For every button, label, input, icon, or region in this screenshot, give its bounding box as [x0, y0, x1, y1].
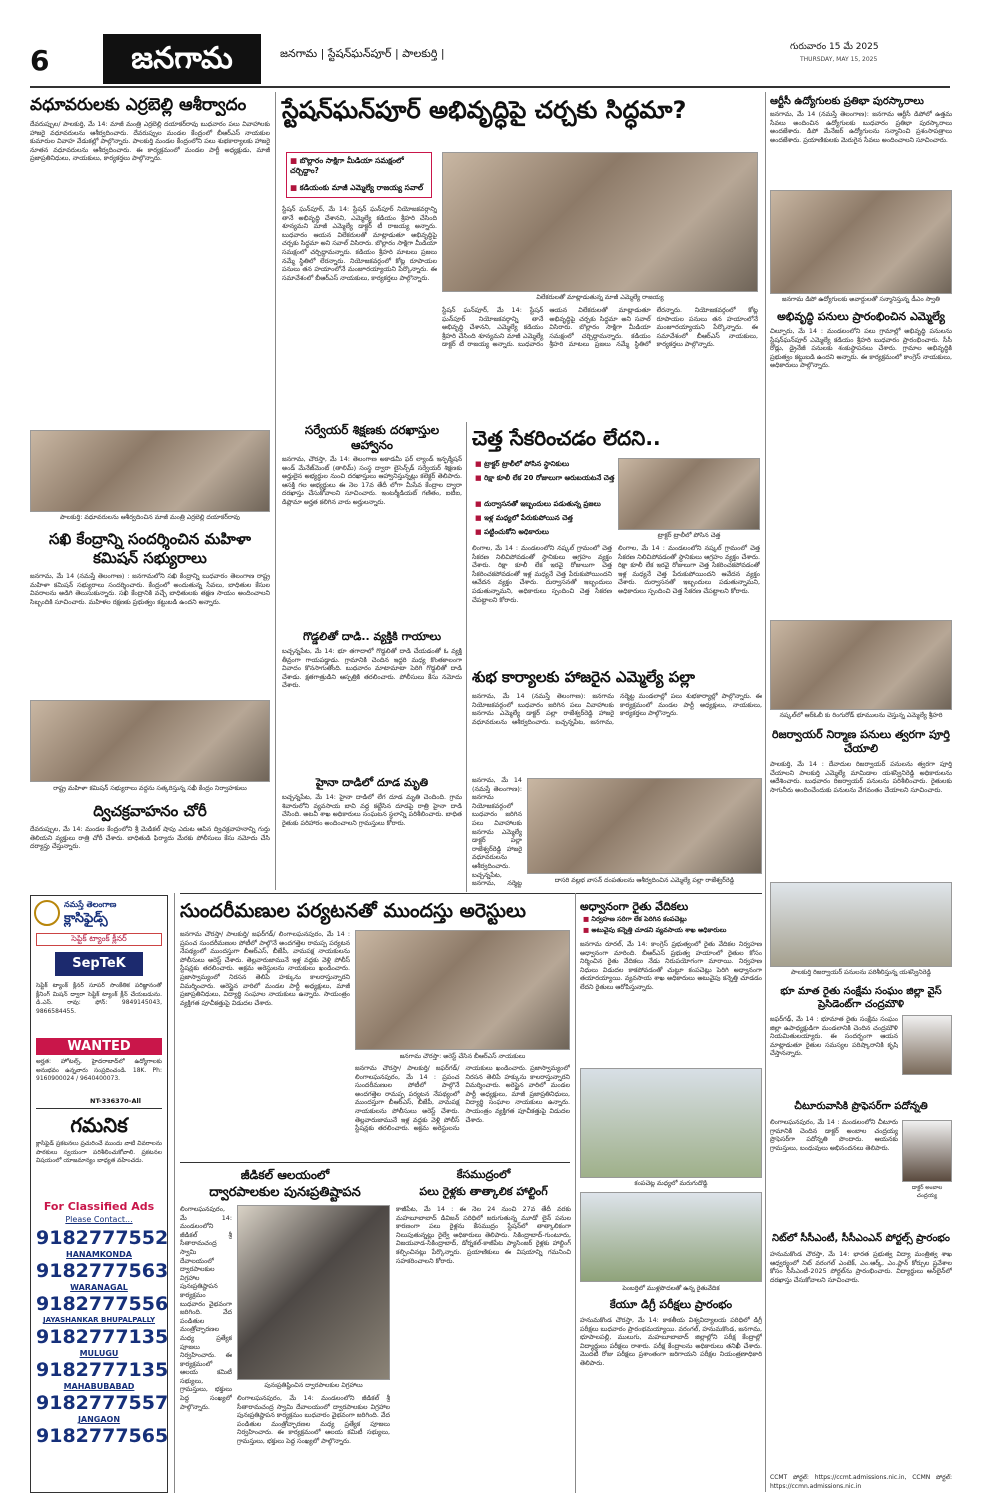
date-english: THURSDAY, MAY 15, 2025: [800, 56, 878, 63]
works-photo: [770, 620, 952, 710]
works-body: చిల్పూరు, మే 14 : మండలంలోని పలు గ్రామాల్లో అభివృద్ధి పనులను స్టేషన్‌ఘన్‌పూర్ ఎమ్మెల్యే కడియం శ్రీహరి బుధవారం ప్రారంభించారు. సీసీ రోడ్లు, డ్రైనేజీ పనులకు శంకుస్థాపనలు చేశారు. గ్రామాల అభివృద్ధికి ప్రభుత్వం కట్టుబడి ఉందని అన్నారు. ఈ కార్యక్రమంలో కాంగ్రెస్ నాయకులు, అధికారులు పాల్గొన్నారు.: [770, 327, 952, 370]
arrest-title: సుందరీమణుల పర్యటనతో ముందస్తు అరెస్టులు: [180, 900, 526, 922]
edition-title: జనగామ: [103, 34, 261, 84]
arrest-body-1: జనగామ చౌరస్తా/ పాలకుర్తి/ జఫర్‌గడ్/ లింగాలఘనపురం, మే 14 : ప్రపంచ సుందరీమణుల పోటీలో పాల్గొనే అందగత్తెల రామప్ప పర్యటన నేపథ్యంలో ముందస్తుగా బీఆర్‌ఎస్, బీజేపీ, వామపక్ష నాయకులను పోలీసులు అరెస్ట్ చేశారు. తెల్లవారుజామునే ఇళ్ల వద్దకు వెళ్లి పోలీస్ స్టేషన్లకు తరలించారు. అక్రమ అరెస్టులను నాయకులు ఖండించారు. ప్రజాస్వామ్యంలో నిరసన తెలిపే హక్కును కాలరాస్తున్నారని విమర్శించారు. అరెస్టైన వారిలో మండల పార్టీ అధ్యక్షులు, మాజీ ప్రజాప్రతినిధులు, విద్యార్థి సంఘాల నాయకులు ఉన్నారు. సాయంత్రం వ్యక్తిగత పూచీకత్తుపై విడుదల చేశారు.: [180, 930, 350, 1007]
garbage-body-2: లింగాల, మే 14 : మండలంలోని నష్కల్ గ్రామంలో చెత్త సేకరణ నిలిచిపోవడంతో స్థానికులు ఆగ్రహం వ్యక్తం చేశారు. రిక్షా కూలీ లేక ఇరవై రోజులుగా చెత్త సేకరించకపోవడంతో ఇళ్ల మధ్యనే చెత్త పేరుకుపోయిందని ఆవేదన వ్యక్తం చేశారు. దుర్వాసనతో ఇబ్బందులు పడుతున్నామని, అధికారులు స్పందించి చెత్త సేకరణ చేపట్టాలని కోరారు.: [618, 544, 760, 595]
temple-title: ద్వారపాలకుల పునఃప్రతిష్టాపన: [209, 1185, 361, 1200]
notice-text: క్లాసిఫైడ్ ప్రకటనలు ప్రచురించే ముందు వాటి వివరాలను పాఠకులు స్వయంగా పరిశీలించుకోవాలి. ప్రకటనల విషయంలో యాజమాన్యం బాధ్యత వహించదు.: [36, 1140, 162, 1165]
arrest-body-2: జనగామ చౌరస్తా/ పాలకుర్తి/ జఫర్‌గడ్/ లింగాలఘనపురం, మే 14 : ప్రపంచ సుందరీమణుల పోటీలో పాల్గొనే అందగత్తెల రామప్ప పర్యటన నేపథ్యంలో ముందస్తుగా బీఆర్‌ఎస్, బీజేపీ, వామపక్ష నాయకులను పోలీసులు అరెస్ట్ చేశారు. తెల్లవారుజామునే ఇళ్ల వద్దకు వెళ్లి పోలీస్ స్టేషన్లకు తరలించారు. అక్రమ అరెస్టులను నాయకులు ఖండించారు. ప్రజాస్వామ్యంలో నిరసన తెలిపే హక్కును కాలరాస్తున్నారని విమర్శించారు. అరెస్టైన వారిలో మండల పార్టీ అధ్యక్షులు, మాజీ ప్రజాప్రతినిధులు, విద్యార్థి సంఘాల నాయకులు ఉన్నారు. సాయంత్రం వ్యక్తిగత పూచీకత్తుపై విడుదల చేశారు.: [355, 1064, 570, 1133]
art3-body: దేవరుప్పుల, మే 14: మండల కేంద్రంలోని శ్రీ మెడికల్ షాపు ఎదుట ఆపిన ద్విచక్రవాహనాన్ని గుర్తు తెలియని వ్యక్తులు రాత్రి చోరీ చేశారు. బాధితుడి ఫిర్యాదు మేరకు పోలీసులు కేసు నమోదు చేసి దర్యాప్తు చేస్తున్నారు.: [30, 825, 270, 851]
rtc-caption: జనగామ డిపో ఉద్యోగులకు అవార్డులతో సన్మానిస్తున్న డీఎం స్వాతి: [782, 296, 940, 303]
garbage-point-2: ■ రిక్షా కూలీ లేక 20 రోజులుగా ఆరుబయటనే చెత్త: [475, 474, 650, 484]
ku-body: హనుమకొండ చౌరస్తా, మే 14: కాకతీయ విశ్వవిద్యాలయ పరిధిలో డిగ్రీ పరీక్షలు బుధవారం ప్రారంభమయ్యాయి. వరంగల్, హనుమకొండ, జనగామ, భూపాలపల్లి, ములుగు, మహబూబాబాద్ జిల్లాల్లోని పరీక్ష కేంద్రాల్లో విద్యార్థులు పరీక్షలు రాశారు. పరీక్ష కేంద్రాలను అధికారులు తనిఖీ చేశారు. మొదటి రోజు పరీక్షలు ప్రశాంతంగా జరిగాయని పరీక్షల నియంత్రణాధికారి తెలిపారు.: [580, 1316, 762, 1367]
temple-body-1: లింగాలఘనపురం, మే 14: మండలంలోని జీడికల్ శ్రీ సీతారామచంద్ర స్వామి దేవాలయంలో ద్వారపాలకుల విగ్రహాల పునఃప్రతిష్టాపన కార్యక్రమం బుధవారం వైభవంగా జరిగింది. వేద పండితుల మంత్రోచ్ఛారణల మధ్య ప్రత్యేక పూజలు నిర్వహించారు. ఈ కార్యక్రమంలో ఆలయ కమిటీ సభ్యులు, గ్రామస్తులు, భక్తులు పెద్ద సంఖ్యలో పాల్గొన్నారు.: [180, 1205, 232, 1411]
col-rule-2: [765, 92, 766, 1492]
service-heading: సెప్టిక్ ట్యాంక్ క్లీనర్: [36, 933, 162, 946]
art2-title: సఖి కేంద్రాన్ని సందర్శించిన మహిళా కమిషన్ సభ్యురాలు: [49, 530, 251, 567]
train-body: కాజీపేట, మే 14 : ఈ నెల 24 నుంచి 27వ తేదీ వరకు మహబూబాబాద్ డివిజన్ పరిధిలో జరుగుతున్న మూడో లైన్ పనుల కారణంగా పలు రైళ్లను కేసముద్రం స్టేషన్‌లో తాత్కాలికంగా నిలుపుతున్నట్లు రైల్వే అధికారులు తెలిపారు. సికింద్రాబాద్-గుంటూరు, విజయవాడ-సికింద్రాబాద్, డోర్నకల్-కాజీపేట ప్యాసింజర్ రైళ్లకు హాల్టింగ్ కల్పించినట్లు పేర్కొన్నారు. ప్రయాణికులు ఈ విషయాన్ని గమనించి సహకరించాలని కోరారు.: [396, 1205, 571, 1265]
temple-caption: పునఃప్రతిష్టించిన ద్వారపాలకుల విగ్రహాలు: [264, 1382, 363, 1389]
palla-title: శుభ కార్యాలకు హాజరైన ఎమ్మెల్యే పల్లా: [472, 668, 695, 686]
farmers-caption-1: కంపచెట్ల మధ్యలో మరుగుదొడ్డి: [634, 1180, 708, 1187]
lead-point-1: ■ బొల్లారం సాక్షిగా మీడియా సమక్షంలో చర్చిద్దాం?: [290, 156, 430, 176]
train-title: పలు రైళ్లకు తాత్కాలిక హాల్టింగ్: [419, 1185, 548, 1198]
phone-3: 9182777135: [36, 1326, 169, 1348]
nit-links: CCMT పోర్టల్: https://ccmt.admissions.nic.in, CCMN పోర్టల్: https://ccmn.admissions.nic.in: [770, 1474, 952, 1490]
garbage-point-1: ■ ట్రాక్టర్ ట్రాలీలో పోసిన స్థానికులు: [475, 460, 650, 470]
ad-code: NT-336370-All: [90, 1097, 141, 1105]
bhumata-title: భూ మాత రైతు సంక్షేమ సంఘం జిల్లా వైస్ ప్రెసిడెంట్‌గా చంద్రమౌళి: [780, 986, 942, 1010]
farmers-photo-2: [580, 1192, 762, 1282]
col-rule-1: [275, 92, 276, 890]
notice-heading: గమనిక: [36, 1108, 162, 1142]
city-3: JAYASHANKAR BHUPALPALLY: [42, 1316, 156, 1324]
art2-body: జనగామ, మే 14 (నమస్తే తెలంగాణ) : జనగామలోని సఖి కేంద్రాన్ని బుధవారం తెలంగాణ రాష్ట్ర మహిళా కమిషన్ సభ్యురాలు సందర్శించారు. కేంద్రంలో అందుతున్న సేవలు, బాధితుల కేసుల వివరాలను అడిగి తెలుసుకున్నారు. సఖి కేంద్రానికి వచ్చే బాధితులకు తక్షణ సాయం అందించాలని సిబ్బందికి సూచించారు. మహిళల రక్షణకు ప్రభుత్వం కట్టుబడి ఉందని అన్నారు.: [30, 572, 270, 606]
palla-body-side: జనగామ, మే 14 (నమస్తే తెలంగాణ): జనగామ నియోజకవర్గంలో బుధవారం జరిగిన పలు వివాహాలకు జనగామ ఎమ్మెల్యే డాక్టర్ పల్లా రాజేశ్వర్‌రెడ్డి హాజరై వధూవరులను ఆశీర్వదించారు. బచ్చన్నపేట, జనగామ, నర్మెట్ట: [472, 776, 522, 888]
nit-title: నిట్‌లో సీసీఎంటీ, సీసీఎంఎన్ పోర్టల్స్ ప్రారంభం: [772, 1233, 950, 1244]
works-caption: నష్కల్‌లో ఆర్ఓబీ కు రింగురోడ్ భూములను చెస్తున్న ఎమ్మెల్యే శ్రీహరి: [779, 712, 943, 719]
classifieds-title: క్లాసిఫైడ్స్: [64, 911, 108, 926]
goddali-body: బచ్చన్నపేట, మే 14: భూ తగాదాలో గొడ్డలితో దాడి చేయడంతో ఓ వ్యక్తి తీవ్రంగా గాయపడ్డాడు. గ్రామానికి చెందిన ఇద్దరి మధ్య కొంతకాలంగా వివాదం కొనసాగుతోంది. బుధవారం మాటామాటా పెరిగి గొడ్డలితో దాడి చేశాడు. క్షతగాత్రుడిని ఆస్పత్రికి తరలించారు. పోలీసులు కేసు నమోదు చేశారు.: [282, 647, 462, 690]
works-title: అభివృద్ధి పనులు ప్రారంభించిన ఎమ్మెల్యే: [777, 310, 945, 323]
goddali-title: గొడ్డలితో దాడి.. వ్యక్తికి గాయాలు: [302, 630, 442, 643]
phone-1: 9182777563: [36, 1260, 169, 1282]
rtc-body: జనగామ, మే 14 (నమస్తే తెలంగాణ): జనగామ ఆర్టీసీ డిపోలో ఉత్తమ సేవలు అందించిన ఉద్యోగులకు బుధవారం ప్రతిభా పురస్కారాలు అందజేశారు. డిపో మేనేజర్ ఉద్యోగులను సన్మానించి ప్రశంసాపత్రాలు అందజేశారు. ప్రయాణికులకు మెరుగైన సేవలు అందించాలని సూచించారు.: [770, 110, 952, 144]
hyena-title: హైనా దాడిలో దూడ మృతి: [315, 776, 429, 789]
city-4: MULUGU: [79, 1349, 119, 1358]
reservoir-title: రిజర్వాయర్ నిర్మాణ పనులు త్వరగా పూర్తి చేయాలి: [772, 728, 950, 755]
edition-places: జనగామ | స్టేషన్‌ఘన్‌పూర్ | పాలకుర్తి |: [280, 47, 445, 60]
reservoir-caption: పాలకుర్తి రిజర్వాయర్ పనులను పరిశీలిస్తున్న యశస్వినిరెడ్డి: [790, 969, 932, 976]
art3-title: ద్విచక్రవాహనం చోరీ: [93, 802, 207, 820]
palla-caption: దాసరి వల్లభ వాసన్ దంపతులను ఆశీర్వదించిన ఎమ్మెల్యే పల్లా రాజేశ్వర్‌రెడ్డి: [554, 877, 735, 884]
garbage-title: చెత్త సేకరించడం లేదని..: [472, 426, 661, 450]
ads-title: For Classified Ads: [43, 1200, 155, 1213]
reservoir-body: పాలకుర్తి, మే 14 : దేవాదుల రిజర్వాయర్ పనులను త్వరగా పూర్తి చేయాలని పాలకుర్తి ఎమ్మెల్యే మామిడాల యశస్వినిరెడ్డి అధికారులను ఆదేశించారు. బుధవారం రిజర్వాయర్ పనులను పరిశీలించారు. రైతులకు సాగునీరు అందించేందుకు పనులను వేగవంతం చేయాలని సూచించారు.: [770, 760, 952, 794]
prof-photo: [902, 1120, 952, 1182]
lead-body-1: స్టేషన్ ఘన్‌పూర్, మే 14: స్టేషన్ ఘన్‌పూర్ నియోజకవర్గాన్ని తానే అభివృద్ధి చేశానని, ఎమ్మెల్యే కడియం శ్రీహరి చేసింది శూన్యమని మాజీ ఎమ్మెల్యే డాక్టర్ టీ రాజయ్య అన్నారు. బుధవారం ఆయన విలేకరులతో మాట్లాడుతూ అభివృద్ధిపై చర్చకు సిద్ధమా అని సవాల్ విసిరారు. బొల్లారం సాక్షిగా మీడియా సమక్షంలో చర్చిద్దామన్నారు. కడియం శ్రీహరి మాటలు ప్రజలు నమ్మే స్థితిలో లేరన్నారు. నియోజకవర్గంలో కోట్ల రూపాయల పనులు తన హయాంలోనే మంజూరయ్యాయని పేర్కొన్నారు. ఈ సమావేశంలో బీఆర్‌ఎస్ నాయకులు, కార్యకర్తలు పాల్గొన్నారు.: [282, 205, 437, 282]
service-text: సెప్టిక్ ట్యాంక్ క్లీనర్ సూపర్ సాంకేతిక పరిజ్ఞానంతో క్లీనింగ్ మిషన్ ద్వారా సెప్టిక్ ట్యాంక్ క్లీన్ చేయబడును. డి.ఎస్. రావు: ఫోన్: 9849145043, 9866584455.: [36, 982, 162, 1015]
arrest-photo: [355, 930, 570, 1050]
nit-body: హనుమకొండ చౌరస్తా, మే 14: భారత ప్రభుత్వ విద్యా మంత్రిత్వ శాఖ ఆధ్వర్యంలో నిట్ వరంగల్ ఎంటెక్, ఎం.ఆర్క్, ఎం.ప్లాన్ కోర్సుల ప్రవేశాల కోసం సీసీఎంటీ-2025 పోర్టల్‌ను ప్రారంభించారు. విద్యార్థులు ఆన్‌లైన్‌లో దరఖాస్తు చేసుకోవాలని సూచించారు.: [770, 1250, 952, 1284]
phone-6: 9182777565: [36, 1425, 169, 1447]
phone-5: 9182777557: [36, 1392, 169, 1414]
date-telugu: గురువారం 15 మే 2025: [790, 42, 879, 52]
garbage-point-5: ■ పట్టించుకోని అధికారులు: [475, 528, 650, 538]
phone-4: 9182777135: [36, 1359, 169, 1381]
train-kicker: కేసముద్రంలో: [456, 1168, 511, 1181]
garbage-point-3: ■ దుర్వాసనతో ఇబ్బందులు పడుతున్న ప్రజలు: [475, 500, 650, 510]
farmers-caption-2: పెంబర్తిలో ముళ్లపొదలతో ఉన్న రైతువేదిక: [622, 1285, 720, 1292]
art2-photo: [30, 700, 270, 782]
lead-body-2: స్టేషన్ ఘన్‌పూర్, మే 14: స్టేషన్ ఘన్‌పూర్ నియోజకవర్గాన్ని తానే అభివృద్ధి చేశానని, ఎమ్మెల్యే కడియం శ్రీహరి చేసింది శూన్యమని మాజీ ఎమ్మెల్యే డాక్టర్ టీ రాజయ్య అన్నారు. బుధవారం ఆయన విలేకరులతో మాట్లాడుతూ అభివృద్ధిపై చర్చకు సిద్ధమా అని సవాల్ విసిరారు. బొల్లారం సాక్షిగా మీడియా సమక్షంలో చర్చిద్దామన్నారు. కడియం శ్రీహరి మాటలు ప్రజలు నమ్మే స్థితిలో లేరన్నారు. నియోజకవర్గంలో కోట్ల రూపాయల పనులు తన హయాంలోనే మంజూరయ్యాయని పేర్కొన్నారు. ఈ సమావేశంలో బీఆర్‌ఎస్ నాయకులు, కార్యకర్తలు పాల్గొన్నారు.: [442, 306, 758, 349]
garbage-photo: [618, 458, 760, 530]
temple-body-2: లింగాలఘనపురం, మే 14: మండలంలోని జీడికల్ శ్రీ సీతారామచంద్ర స్వామి దేవాలయంలో ద్వారపాలకుల విగ్రహాల పునఃప్రతిష్టాపన కార్యక్రమం బుధవారం వైభవంగా జరిగింది. వేద పండితుల మంత్రోచ్ఛారణల మధ్య ప్రత్యేక పూజలు నిర్వహించారు. ఈ కార్యక్రమంలో ఆలయ కమిటీ సభ్యులు, గ్రామస్తులు, భక్తులు పెద్ద సంఖ్యలో పాల్గొన్నారు.: [237, 1394, 390, 1445]
col-rule-4: [174, 893, 175, 1493]
wanted-heading: WANTED: [36, 1038, 162, 1055]
city-2: WARANAGAL: [70, 1283, 128, 1292]
survey-body: జనగామ, చౌరస్తా, మే 14: తెలంగాణ అకాడమీ ఫర్ ల్యాండ్ ఇన్ఫర్మేషన్ అండ్ మేనేజ్‌మెంట్ (తాలిమ్) సంస్థ ద్వారా లైసెన్స్‌డ్ సర్వేయర్ శిక్షణకు అర్హులైన అభ్యర్థుల నుంచి దరఖాస్తులు ఆహ్వానిస్తున్నట్లు కలెక్టర్ తెలిపారు. ఆసక్తి గల అభ్యర్థులు ఈ నెల 17వ తేదీ లోగా మీసేవ కేంద్రాల ద్వారా దరఖాస్తు చేసుకోవాలని సూచించారు. ఇంటర్మీడియట్ గణితం, ఐటీఐ, డిప్లొమా అర్హత కలిగిన వారు అర్హులన్నారు.: [282, 455, 462, 506]
art2-caption: రాష్ట్ర మహిళా కమిషన్ సభ్యురాలు వద్దను సత్కరిస్తున్న సఖీ కేంద్రం నిర్వాహకులు: [53, 785, 247, 792]
col-rule-3: [466, 422, 467, 892]
art1-body: దేవరుప్పుల/ పాలకుర్తి, మే 14: మాజీ మంత్రి ఎర్రబెల్లి దయాకర్‌రావు బుధవారం పలు వివాహాలకు హాజరై వధూవరులను ఆశీర్వదించారు. దేవరుప్పుల మండల కేంద్రంలో బీఆర్‌ఎస్ నాయకుల కుమారుల వివాహ వేడుకల్లో పాల్గొన్నారు. పాలకుర్తి మండల కేంద్రంలోని పలు శుభకార్యాలకు హాజరై నూతన వధూవరులను ఆశీర్వదించారు. ఈ కార్యక్రమంలో మండల పార్టీ అధ్యక్షుడు, మాజీ ప్రజాప్రతినిధులు, నాయకులు, కార్యకర్తలు పాల్గొన్నారు.: [30, 120, 270, 163]
col-rule-5: [575, 893, 576, 1493]
arrest-caption: జనగామ చౌరస్తా: అరెస్ట్ చేసిన బీఆర్‌ఎస్ నాయకులు: [399, 1053, 526, 1060]
ku-title: కేయూ డిగ్రీ పరీక్షలు ప్రారంభం: [609, 1298, 733, 1311]
city-5: MAHABUBABAD: [63, 1382, 135, 1391]
farmers-point-2: ■ అటువైపు కన్నెత్తి చూడని వ్యవసాయ శాఖ అధికారులు: [583, 926, 763, 936]
temple-rule: [180, 1162, 570, 1163]
lead-caption: విలేకరులతో మాట్లాడుతున్న మాజీ ఎమ్మెల్యే రాజయ్య: [536, 294, 664, 301]
page-number: 6: [30, 44, 50, 77]
hyena-body: బచ్చన్నపేట, మే 14: హైనా దాడిలో లేగ దూడ మృతి చెందింది. గ్రామ శివారులోని వ్యవసాయ బావి వద్ద కట్టేసిన దూడపై రాత్రి హైనా దాడి చేసింది. అటవీ శాఖ అధికారులు సంఘటన స్థలాన్ని పరిశీలించారు. బాధిత రైతుకు పరిహారం అందించాలని గ్రామస్తులు కోరారు.: [282, 793, 462, 827]
temple-kicker: జీడికల్ ఆలయంలో: [240, 1168, 330, 1182]
reservoir-photo: [770, 882, 952, 967]
lead-headline: స్టేషన్‌ఘన్‌పూర్ అభివృద్ధిపై చర్చకు సిద్ధమా?: [282, 96, 687, 124]
seal-logo: [34, 900, 60, 926]
prof-caption: డాక్టర్ అంబాల చంద్రయ్య: [911, 1185, 943, 1199]
palla-body: జనగామ, మే 14 (నమస్తే తెలంగాణ): జనగామ నియోజకవర్గంలో బుధవారం జరిగిన పలు వివాహాలకు జనగామ ఎమ్మెల్యే డాక్టర్ పల్లా రాజేశ్వర్‌రెడ్డి హాజరై వధూవరులను ఆశీర్వదించారు. బచ్చన్నపేట, జనగామ, నర్మెట్ట మండలాల్లో పలు శుభకార్యాల్లో పాల్గొన్నారు. ఈ కార్యక్రమంలో మండల పార్టీ అధ్యక్షులు, నాయకులు, కార్యకర్తలు పాల్గొన్నారు.: [472, 692, 762, 726]
septek-logo: SepTeK: [55, 952, 143, 976]
temple-photo: [237, 1205, 390, 1380]
bhumata-photo: [902, 1015, 952, 1075]
prof-body: లింగాలఘనపురం, మే 14 : మండలంలోని చీటూరు గ్రామానికి చెందిన డాక్టర్ అంబాల చంద్రయ్య ప్రొఫెసర్‌గా పదోన్నతి పొందారు. ఆయనకు గ్రామస్తులు, బంధువులు అభినందనలు తెలిపారు.: [770, 1118, 898, 1152]
farmers-point-1: ■ నిర్వహణ సరిగా లేక పెరిగిన కంపచెట్లు: [583, 915, 763, 925]
wanted-text: అర్హత: హోటల్స్, హైదరాబాద్‌లో ఉద్యోగాలకు అనుభవం ఉన్నవారు సంప్రదించండి. 18K. Ph: 9160900024 / 9640400073.: [36, 1058, 162, 1083]
lead-point-2: ■ కడియంకు మాజీ ఎమ్మెల్యే రాజయ్య సవాల్: [290, 183, 430, 194]
art1-title: వధూవరులకు ఎర్రబెల్లి ఆశీర్వాదం: [30, 95, 247, 115]
farmers-body: జనగామ రూరల్, మే 14: కాంగ్రెస్ ప్రభుత్వంలో రైతు వేదికల నిర్వహణ అధ్వానంగా మారింది. బీఆర్‌ఎస్ ప్రభుత్వ హయాంలో రైతుల కోసం నిర్మించిన రైతు వేదికలు నేడు నిరుపయోగంగా మారాయి. నిర్వహణ నిధులు విడుదల కాకపోవడంతో చుట్టూ కంపచెట్లు పెరిగి అధ్వానంగా తయారయ్యాయి. వ్యవసాయ శాఖ అధికారులు అటువైపు కన్నెత్తి చూడడం లేదని రైతులు ఆరోపిస్తున్నారు.: [580, 940, 762, 991]
farmers-title: అధ్వానంగా రైతు వేదికలు: [580, 900, 689, 913]
art1-caption: పాలకుర్తి: వధూవరులను ఆశీర్వదించిన మాజీ మంత్రి ఎర్రబెల్లి దయాకర్‌రావు: [60, 514, 240, 521]
rtc-title: ఆర్టీసీ ఉద్యోగులకు ప్రతిభా పురస్కారాలు: [770, 96, 924, 107]
art1-photo: [30, 430, 270, 512]
phone-2: 9182777556: [36, 1293, 169, 1315]
classifieds-brand: నమస్తే తెలంగాణ: [64, 900, 117, 909]
rtc-photo: [770, 190, 952, 294]
palla-photo: [527, 778, 762, 874]
garbage-body-1: లింగాల, మే 14 : మండలంలోని నష్కల్ గ్రామంలో చెత్త సేకరణ నిలిచిపోవడంతో స్థానికులు ఆగ్రహం వ్యక్తం చేశారు. రిక్షా కూలీ లేక ఇరవై రోజులుగా చెత్త సేకరించకపోవడంతో ఇళ్ల మధ్యనే చెత్త పేరుకుపోయిందని ఆవేదన వ్యక్తం చేశారు. దుర్వాసనతో ఇబ్బందులు పడుతున్నామని, అధికారులు స్పందించి చెత్త సేకరణ చేపట్టాలని కోరారు.: [472, 544, 612, 604]
garbage-point-4: ■ ఇళ్ల మధ్యలో పేరుకుపోయిన చెత్త: [475, 514, 650, 524]
city-6: JANGAON: [77, 1415, 121, 1424]
city-1: HANAMKONDA: [66, 1250, 132, 1259]
prof-title: చీటూరువాసికి ప్రొఫెసర్‌గా పదోన్నతి: [794, 1101, 928, 1112]
garbage-caption: ట్రాక్టర్ ట్రాలీలో పోసిన చెత్త: [657, 532, 721, 539]
farmers-photo-1: [580, 1068, 762, 1178]
survey-title: సర్వేయర్ శిక్షణకు దరఖాస్తుల ఆహ్వానం: [304, 423, 440, 452]
arrest-rule: [180, 893, 762, 894]
ads-subtitle: Please Contact...: [65, 1215, 133, 1224]
phone-0: 9182777552: [36, 1227, 169, 1249]
header-rule: [30, 86, 950, 88]
bhumata-body: జఫర్‌గఢ్, మే 14 : భూమాత రైతు సంక్షేమ సంఘం జిల్లా ఉపాధ్యక్షుడిగా మండలానికి చెందిన చంద్రమౌళి నియమితులయ్యారు. ఈ సందర్భంగా ఆయన మాట్లాడుతూ రైతుల సమస్యల పరిష్కారానికి కృషి చేస్తానన్నారు.: [770, 1015, 898, 1058]
lead-photo: [442, 152, 758, 292]
